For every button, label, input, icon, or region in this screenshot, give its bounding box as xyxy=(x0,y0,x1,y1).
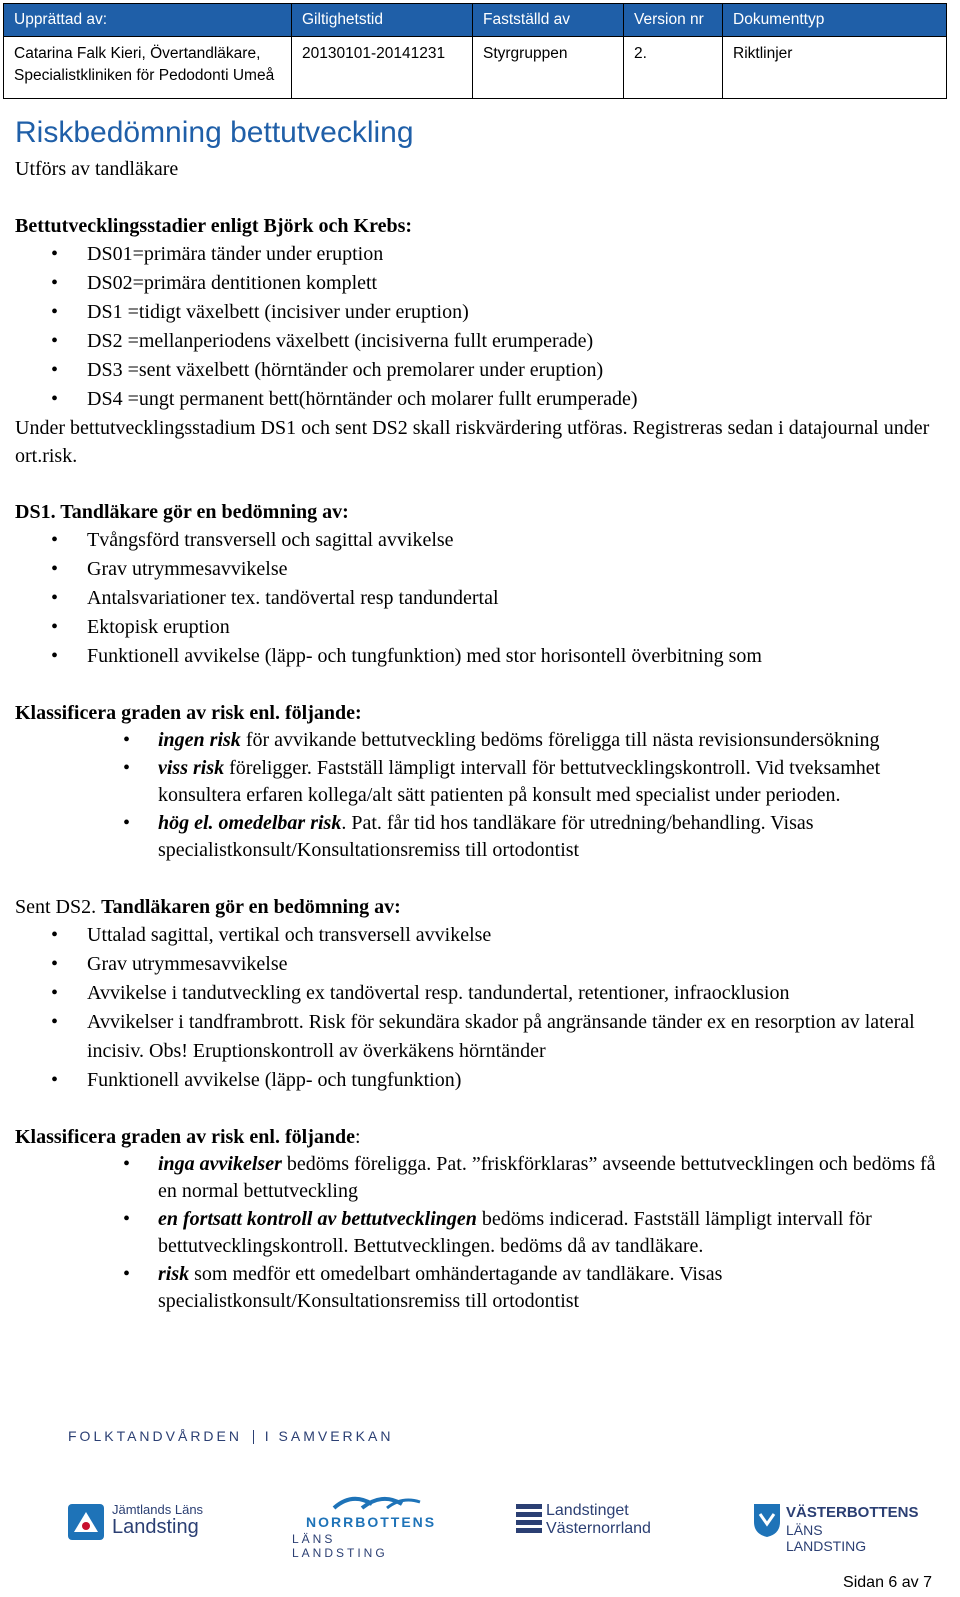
logo-vasternorrland xyxy=(516,1502,656,1546)
author-line-2: Specialistkliniken för Pedodonti Umeå xyxy=(14,67,275,84)
header-value-row xyxy=(4,37,947,99)
footer-org-right: I SAMVERKAN xyxy=(264,1428,394,1444)
ds2-list xyxy=(15,921,950,1095)
ds1-class-list xyxy=(15,727,950,865)
header-label-validity: Giltighetstid xyxy=(292,4,473,37)
logo-jamtland-bottom: Landsting xyxy=(112,1516,199,1538)
header-value-approved: Styrgruppen xyxy=(473,37,624,99)
risk-text: bedöms indicerad. Fastställ lämpligt intervall för bettutvecklingskontroll. Bettutvecklingen. bedöms då av tandläkare. xyxy=(158,1207,872,1257)
risk-text: . Pat. får tid hos tandläkare för utredning/behandling. Visas specialistkonsult/Konsultationsremiss till ortodontist xyxy=(158,811,814,861)
logo-vasterbotten-top: VÄSTERBOTTENS xyxy=(786,1504,919,1521)
risk-term: viss risk xyxy=(158,756,225,779)
page-subtitle: Utförs av tandläkare xyxy=(15,158,179,180)
list-item: • Ektopisk eruption xyxy=(15,613,950,642)
header-label-author: Upprättad av: xyxy=(4,4,292,37)
risk-term: ingen risk xyxy=(158,729,241,751)
list-item: • Tvångsförd transversell och sagittal avvikelse xyxy=(15,526,950,555)
list-item: • DS1 =tidigt växelbett (incisiver under eruption) xyxy=(15,298,950,327)
logo-norrbotten-bottom: LÄNS LANDSTING xyxy=(292,1532,388,1560)
logo-vasternorrland-bottom: Västernorrland xyxy=(546,1520,651,1537)
logo-norrbotten-top: NORRBOTTENS xyxy=(306,1514,437,1530)
footer-logos xyxy=(0,1490,960,1560)
list-item: • DS02=primära dentitionen komplett xyxy=(15,269,950,298)
risk-text: för avvikande bettutveckling bedöms föreligga till nästa revisionsundersökning xyxy=(240,729,880,751)
risk-term: risk xyxy=(158,1262,190,1285)
ds2-class-heading xyxy=(15,1123,950,1151)
risk-term: inga avvikelser xyxy=(158,1152,282,1175)
norrbotten-emblem-icon xyxy=(332,1490,422,1512)
header-label-doctype: Dokumenttyp xyxy=(723,4,947,37)
header-value-doctype: Riktlinjer xyxy=(723,37,947,99)
header-value-author xyxy=(4,37,292,99)
stages-list xyxy=(15,240,950,414)
header-label-version: Version nr xyxy=(624,4,723,37)
page-title: Riskbedömning bettutveckling xyxy=(15,116,414,149)
list-item: • Funktionell avvikelse (läpp- och tungfunktion) xyxy=(15,1066,950,1095)
list-item: • Funktionell avvikelse (läpp- och tungfunktion) med stor horisontell överbitning som xyxy=(15,642,950,671)
list-item xyxy=(15,755,950,810)
header-label-approved: Fastställd av xyxy=(473,4,624,37)
list-item xyxy=(15,1151,950,1206)
header-value-version: 2. xyxy=(624,37,723,99)
list-item: • Grav utrymmesavvikelse xyxy=(15,555,950,584)
logo-vasternorrland-top: Landstinget xyxy=(546,1502,629,1519)
footer-org-left: FOLKTANDVÅRDEN xyxy=(68,1428,242,1444)
ds2-class-heading-colon: : xyxy=(354,1125,361,1148)
list-item xyxy=(15,810,950,865)
risk-text: föreligger. Fastställ lämpligt intervall för bettutvecklingskontroll. Vid tveksamhet konsultera erfaren kollega/alt sätt patienten på konsult med specialist under perioden. xyxy=(158,756,881,806)
list-item xyxy=(15,727,950,755)
list-item: • Avvikelse i tandutveckling ex tandövertal resp. tandundertal, retentioner, infraocklusion xyxy=(15,979,950,1008)
risk-text: bedöms föreligga. Pat. ”friskförklaras” avseende bettutvecklingen och bedöms få en normal bettutveckling xyxy=(158,1152,936,1202)
list-item: • Avvikelser i tandframbrott. Risk för sekundära skador på angränsande tänder ex en resorption av lateral incisiv. Obs! Eruptionskontroll av överkäkens hörntänder xyxy=(15,1008,950,1066)
ds1-list xyxy=(15,526,950,671)
logo-vasterbotten xyxy=(752,1502,919,1554)
page-number: Sidan 6 av 7 xyxy=(843,1574,932,1591)
header-value-validity: 20130101-20141231 xyxy=(292,37,473,99)
ds2-class-list xyxy=(15,1151,950,1316)
stages-heading: Bettutvecklingsstadier enligt Björk och Krebs: xyxy=(15,215,413,237)
list-item xyxy=(15,1206,950,1261)
list-item: • DS01=primära tänder under eruption xyxy=(15,240,950,269)
list-item xyxy=(15,1261,950,1316)
ds1-class-heading: Klassificera graden av risk enl. följande: xyxy=(15,702,362,724)
logo-vasterbotten-bottom: LÄNS LANDSTING xyxy=(786,1522,867,1554)
stages-note: Under bettutvecklingsstadium DS1 och sent DS2 skall riskvärdering utföras. Registreras sedan i datajournal under ort.risk. xyxy=(15,417,930,467)
list-item: • Grav utrymmesavvikelse xyxy=(15,950,950,979)
header-label-row xyxy=(4,4,947,37)
author-line-1: Catarina Falk Kieri, Övertandläkare, xyxy=(14,45,261,62)
list-item: • DS3 =sent växelbett (hörntänder och premolarer under eruption) xyxy=(15,356,950,385)
risk-term: hög el. omedelbar risk xyxy=(158,811,342,834)
logo-norrbotten xyxy=(292,1490,437,1560)
list-item: • Antalsvariationer tex. tandövertal resp tandundertal xyxy=(15,584,950,613)
ds2-heading-prefix: Sent DS2. xyxy=(15,895,102,918)
vasternorrland-emblem-icon xyxy=(516,1502,542,1536)
list-item: • DS4 =ungt permanent bett(hörntänder och molarer fullt erumperade) xyxy=(15,385,950,414)
vasterbotten-emblem-icon xyxy=(752,1502,782,1538)
logo-jamtland-top: Jämtlands Läns xyxy=(112,1502,204,1517)
ds2-heading xyxy=(15,893,950,921)
document-header-table xyxy=(3,3,947,99)
logo-jamtland xyxy=(66,1500,206,1550)
jamtland-emblem-icon xyxy=(66,1502,106,1542)
ds2-heading-text: Tandläkaren gör en bedömning av: xyxy=(101,895,401,918)
document-body xyxy=(15,212,950,1316)
risk-text: som medför ett omedelbart omhändertagande av tandläkare. Visas specialistkonsult/Konsultationsremiss till ortodontist xyxy=(158,1262,723,1312)
list-item: • Uttalad sagittal, vertikal och transversell avvikelse xyxy=(15,921,950,950)
list-item: • DS2 =mellanperiodens växelbett (incisiverna fullt erumperade) xyxy=(15,327,950,356)
risk-term: en fortsatt kontroll av bettutvecklingen xyxy=(158,1207,477,1230)
footer-org-banner xyxy=(68,1428,393,1444)
ds2-class-heading-text: Klassificera graden av risk enl. följande xyxy=(15,1125,355,1148)
ds1-heading: DS1. Tandläkare gör en bedömning av: xyxy=(15,501,349,523)
footer-divider xyxy=(253,1430,254,1444)
